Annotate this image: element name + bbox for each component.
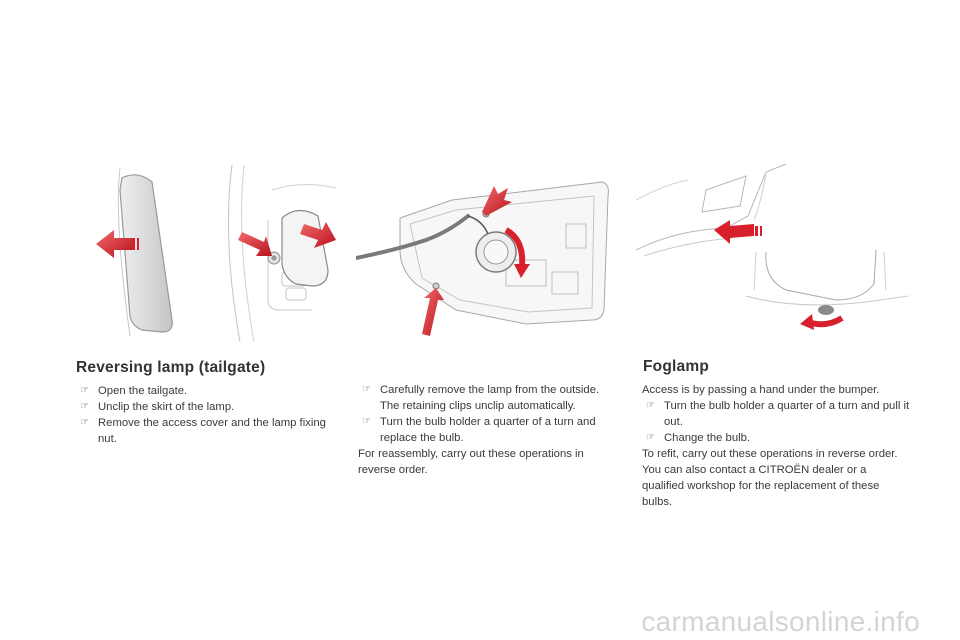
lamp-removal-steps-list [358,382,620,478]
list-item [76,415,336,447]
dealer-contact-note: You can also contact a CITROËN dealer or a qualified workshop for the replacement of these bulbs. [642,464,880,508]
hand-pointer-icon: ☞ [80,385,89,396]
reversing-steps-list [76,383,336,447]
list-item [642,398,910,430]
foglamp-illustration [636,160,908,342]
step-text: Remove the access cover and the lamp fixing nut. [98,417,326,445]
hand-pointer-icon: ☞ [646,400,655,411]
unclip-arrow-bottom [422,288,444,336]
hand-pointer-icon: ☞ [646,432,655,443]
foglamp-steps-list [642,382,910,510]
step-text: Carefully remove the lamp from the outside. The retaining clips unclip automatically. [380,384,600,412]
rotate-arrow-foglamp [800,314,842,330]
section-title-reversing-lamp: Reversing lamp (tailgate) [76,359,266,376]
tailgate-illustration [72,160,336,342]
reassembly-note: For reassembly, carry out these operations in reverse order. [358,448,584,476]
tailgate-drawing [72,160,336,342]
foglamp-drawing [636,160,908,342]
refit-note: To refit, carry out these operations in reverse order. [642,448,898,460]
list-item [76,383,336,399]
hand-pointer-icon: ☞ [362,384,371,395]
access-intro: Access is by passing a hand under the bumper. [642,384,880,396]
step-text: Turn the bulb holder a quarter of a turn and pull it out. [664,400,910,428]
hand-pointer-icon: ☞ [80,401,89,412]
watermark: carmanualsonline.info [641,606,920,637]
lamp-skirt-panel [120,175,172,332]
hand-pointer-icon: ☞ [80,417,89,428]
lamp-unit-illustration [356,160,616,342]
access-cover [282,210,328,286]
foglamp-bulb-holder [818,305,834,315]
reach-arrow [714,220,762,244]
list-item [642,430,910,446]
section-title-foglamp: Foglamp [643,358,709,375]
list-item [358,382,620,414]
list-item [358,414,620,446]
step-text: Turn the bulb holder a quarter of a turn and replace the bulb. [380,416,596,444]
lamp-unit-drawing [356,160,616,342]
hand-pointer-icon: ☞ [362,416,371,427]
step-text: Open the tailgate. [98,385,188,397]
step-text: Change the bulb. [664,432,751,444]
step-text: Unclip the skirt of the lamp. [98,401,235,413]
list-item [76,399,336,415]
